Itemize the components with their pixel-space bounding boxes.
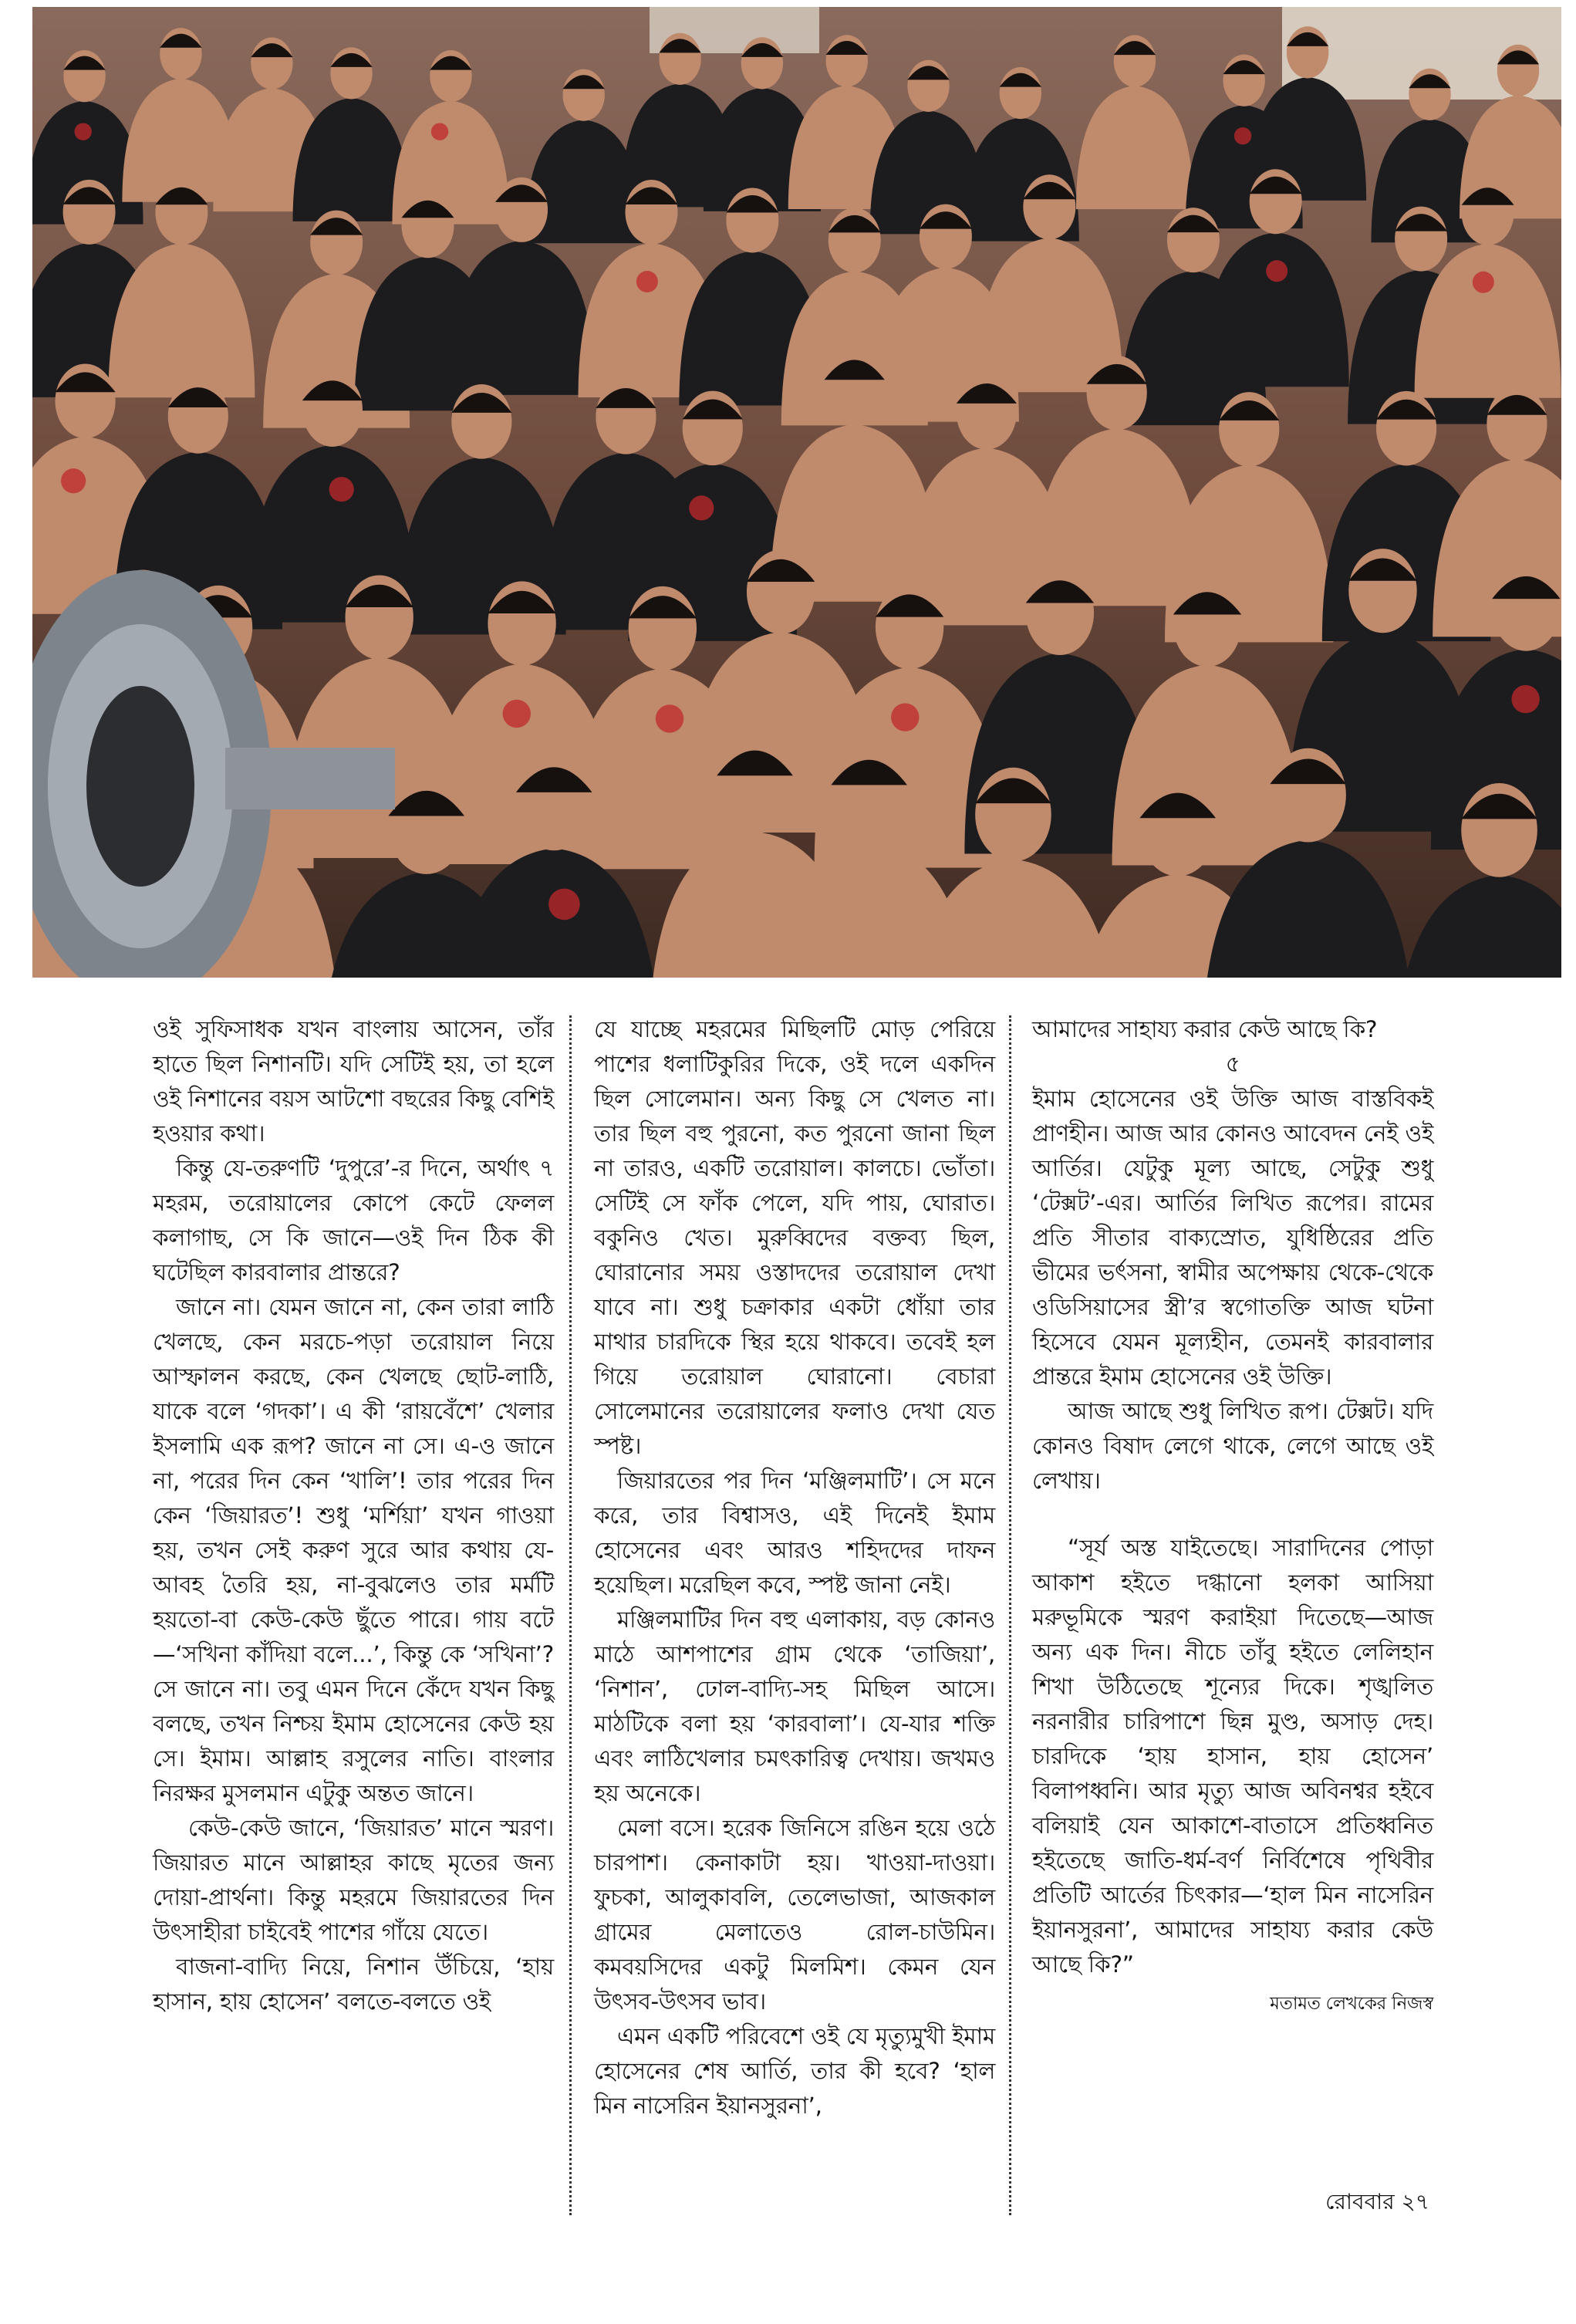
article-column-3	[1032, 1012, 1433, 2022]
article-paragraph: যে যাচ্ছে মহরমের মিছিলটি মোড় পেরিয়ে পাশের ধলাটিকুরির দিকে, ওই দলে একদিন ছিল সোলেমান। অন্য কিছু সে খেলত না। তার ছিল বহু পুরনো, কত পুরনো জানা ছিল না তারও, একটি তরোয়াল। কালচে। ভোঁতা। সেটিই সে ফাঁক পেলে, যদি পায়, ঘোরাত। বকুনিও খেত। মুরুব্বিদের বক্তব্য ছিল, ঘোরানোর সময় ওস্তাদদের তরোয়াল দেখা যাবে না। শুধু চক্রাকার একটা ধোঁয়া তার মাথার চারদিকে স্থির হয়ে থাকবে। তবেই হল গিয়ে তরোয়াল ঘোরানো। বেচারা সোলেমানের তরোয়ালের ফলাও দেখা যেত স্পষ্ট।	[594, 1016, 995, 1459]
procession-photo	[32, 7, 1561, 978]
red-mark	[329, 477, 354, 502]
article-paragraph: কেউ-কেউ জানে, ‘জিয়ারত’ মানে স্মরণ। জিয়ারত মানে আল্লাহর কাছে মৃতের জন্য দোয়া-প্রার্থনা। কিন্তু মহরমে জিয়ারতের দিন উৎসাহীরা চাইবেই পাশের গাঁয়ে যেতে।	[153, 1815, 554, 1945]
red-mark	[548, 889, 580, 920]
red-mark	[636, 271, 658, 292]
article-paragraph: জানে না। যেমন জানে না, কেন তারা লাঠি খেলছে, কেন মরচে-পড়া তরোয়াল নিয়ে আস্ফালন করছে, কেন খেলছে ছোট-লাঠি, যাকে বলে ‘গদকা’। এ কী ‘রায়বেঁশে’ খেলার ইসলামি এক রূপ? জানে না সে। এ-ও জানে না, পরের দিন কেন ‘খালি’! তার পরের দিন কেন ‘জিয়ারত’! শুধু ‘মর্শিয়া’ যখন গাওয়া হয়, তখন সেই করুণ সুরে আর কথায় যে-আবহ তৈরি হয়, না-বুঝলেও তার মর্মটি হয়তো-বা কেউ-কেউ ছুঁতে পারে। গায় বটে—‘সখিনা কাঁদিয়া বলে...’, কিন্তু কে ‘সখিনা’? সে জানে না। তবু এমন দিনে কেঁদে যখন কিছু বলছে, তখন নিশ্চয় ইমাম হোসেনের কেউ হয় সে। ইমাম। আল্লাহ রসুলের নাতি। বাংলার নিরক্ষর মুসলমান এটুকু অন্তত জানে।	[153, 1294, 554, 1806]
page-folio: রোববার ২৭	[1325, 2189, 1429, 2214]
red-mark	[1266, 260, 1287, 282]
red-mark	[891, 703, 919, 731]
red-mark	[1473, 272, 1494, 293]
article-paragraph: কিন্তু যে-তরুণটি ‘দুপুরে’-র দিনে, অর্থাৎ ৭ মহরম, তরোয়ালের কোপে কেটে ফেলল কলাগাছ, সে কি জানে—ওই দিন ঠিক কী ঘটেছিল কারবালার প্রান্তরে?	[153, 1155, 554, 1285]
article-column-2	[594, 1012, 995, 2123]
column-divider	[569, 1015, 572, 2215]
article-paragraph: মেলা বসে। হরেক জিনিসে রঙিন হয়ে ওঠে চারপাশ। কেনাকাটা হয়। খাওয়া-দাওয়া। ফুচকা, আলুকাবলি, তেলেভাজা, আজকাল গ্রামের মেলাতেও রোল-চাউমিন। কমবয়সিদের একটু মিলমিশ। কেমন যেন উৎসব-উৎসব ভাব।	[594, 1815, 995, 2015]
red-mark	[656, 704, 683, 732]
red-mark	[503, 700, 531, 728]
article-paragraph: বাজনা-বাদ্যি নিয়ে, নিশান উঁচিয়ে, ‘হায় হাসান, হায় হোসেন’ বলতে-বলতে ওই	[153, 1954, 554, 2015]
author-disclaimer: মতামত লেখকের নিজস্ব	[1270, 1994, 1433, 2014]
red-mark	[1234, 127, 1251, 144]
red-mark	[689, 495, 714, 520]
article-paragraph: জিয়ারতের পর দিন ‘মঞ্জিলমাটি’। সে মনে করে, তার বিশ্বাসও, এই দিনেই ইমাম হোসেনের এবং আরও শহিদদের দাফন হয়েছিল। মরেছিল কবে, স্পষ্ট জানা নেই।	[594, 1468, 995, 1598]
article-paragraph: এমন একটি পরিবেশে ওই যে মৃত্যুমুখী ইমাম হোসেনের শেষ আর্তি, তার কী হবে? ‘হাল মিন নাসেরিন ইয়ানসুরনা’,	[594, 2023, 995, 2119]
column-divider	[1009, 1015, 1011, 2215]
article-paragraph: আজ আছে শুধু লিখিত রূপ। টেক্সট। যদি কোনও বিষাদ লেগে থাকে, লেগে আছে ওই লেখায়।	[1032, 1398, 1433, 1494]
article-paragraph: মঞ্জিলমাটির দিন বহু এলাকায়, বড় কোনও মাঠে আশপাশের গ্রাম থেকে ‘তাজিয়া’, ‘নিশান’, ঢোল-বাদ্যি-সহ মিছিল আসে। মাঠটিকে বলা হয় ‘কারবালা’। যে-যার শক্তি এবং লাঠিখেলার চমৎকারিত্ব দেখায়। জখমও হয় অনেকে।	[594, 1606, 995, 1806]
article-paragraph: ইমাম হোসেনের ওই উক্তি আজ বাস্তবিকই প্রাণহীন। আজ আর কোনও আবেদন নেই ওই আর্তির। যেটুকু মূল্য আছে, সেটুকু শুধু ‘টেক্সট’-এর। আর্তির লিখিত রূপের। রামের প্রতি সীতার বাক্যস্রোত, যুধিষ্ঠিরের প্রতি ভীমের ভর্ৎসনা, স্বামীর অপেক্ষায় থেকে-থেকে ওডিসিয়াসের স্ত্রী’র স্বগোতক্তি আজ ঘটনা হিসেবে যেমন মূল্যহীন, তেমনই কারবালার প্রান্তরে ইমাম হোসেনের ওই উক্তি।	[1032, 1086, 1433, 1390]
article-paragraph: ওই সুফিসাধক যখন বাংলায় আসেন, তাঁর হাতে ছিল নিশানটি। যদি সেটিই হয়, তা হলে ওই নিশানের বয়স আটশো বছরের কিছু বেশিই হওয়ার কথা।	[153, 1016, 554, 1147]
red-mark	[1511, 685, 1539, 713]
red-mark	[61, 468, 86, 493]
red-mark	[75, 123, 92, 140]
article-paragraph: “সূর্য অস্ত যাইতেছে। সারাদিনের পোড়া আকাশ হইতে দগ্ধানো হলকা আসিয়া মরুভূমিকে স্মরণ করাইয়া দিতেছে—আজ অন্য এক দিন। নীচে তাঁবু হইতে লেলিহান শিখা উঠিতেছে শূন্যের দিকে। শৃঙ্খলিত নরনারীর চারিপাশে ছিন্ন মুণ্ড, অসাড় দেহ। চারদিকে ‘হায় হাসান, হায় হোসেন’ বিলাপধ্বনি। আর মৃত্যু আজ অবিনশ্বর হইবে বলিয়াই যেন আকাশে-বাতাসে প্রতিধ্বনিত হইতেছে জাতি-ধর্ম-বর্ণ নির্বিশেষে পৃথিবীর প্রতিটি আর্তের চিৎকার—‘হাল মিন নাসেরিন ইয়ানসুরনা’, আমাদের সাহায্য করার কেউ আছে কি?”	[1032, 1535, 1433, 1978]
article-paragraph: আমাদের সাহায্য করার কেউ আছে কি?	[1032, 1016, 1378, 1042]
red-mark	[431, 123, 448, 140]
crowd-illustration	[32, 7, 1561, 978]
article-column-1	[153, 1012, 554, 2019]
section-number: ৫	[1225, 1051, 1240, 1077]
